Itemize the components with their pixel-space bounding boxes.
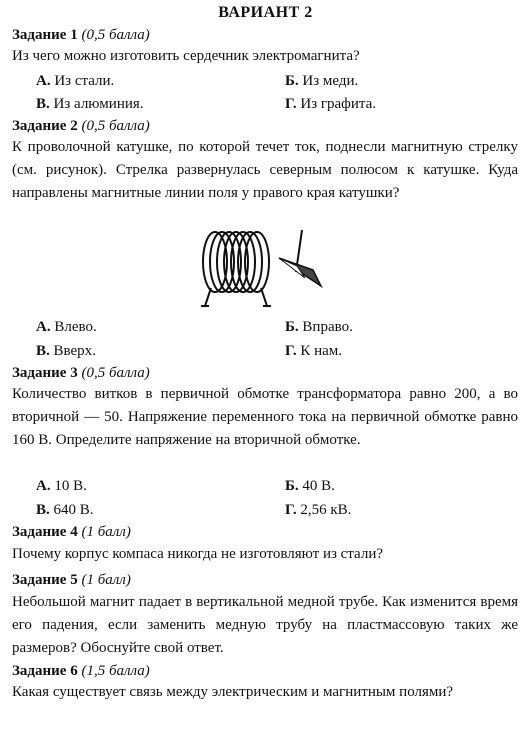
task-2-option-b: Б. Вправо. bbox=[285, 319, 353, 335]
task-1-option-b: Б. Из меди. bbox=[285, 73, 359, 89]
task-3-heading: Задание 3 (0,5 балла) bbox=[12, 365, 150, 381]
task-5-heading: Задание 5 (1 балл) bbox=[12, 572, 131, 588]
task-3-question: Количество витков в первичной обмотке трансформатора равно 200, а во вторичной — 50. Напряжение переменного тока на первичной обмотке равно 160 В. Определите напряжение на вторичной обмотке. bbox=[12, 386, 518, 448]
task-3-option-d: Г. 2,56 кВ. bbox=[285, 502, 352, 518]
task-1-option-c: В. Из алюминия. bbox=[36, 96, 144, 112]
task-2-heading: Задание 2 (0,5 балла) bbox=[12, 118, 150, 134]
task-label: Задание 1 bbox=[12, 27, 78, 43]
task-1-option-d: Г. Из графита. bbox=[285, 96, 377, 112]
task-2-option-d: Г. К нам. bbox=[285, 343, 343, 359]
task-3-option-a: А. 10 В. bbox=[36, 478, 87, 494]
task-3-option-c: В. 640 В. bbox=[36, 502, 94, 518]
task-5-question: Небольшой магнит падает в вертикальной медной трубе. Как изменится время его падения, если заменить медную трубу на пластмассовую таких же размеров? Обоснуйте свой ответ. bbox=[12, 594, 518, 656]
task-2-question: К проволочной катушке, по которой течет ток, поднесли магнитную стрелку (см. рисунок). Стрелка развернулась северным полюсом к катушке. Куда направлены магнитные линии поля у правого края катушки? bbox=[12, 139, 518, 201]
task-6-heading: Задание 6 (1,5 балла) bbox=[12, 663, 150, 679]
task-6-question: Какая существует связь между электрическим и магнитным полями? bbox=[12, 684, 454, 700]
page-title: ВАРИАНТ 2 bbox=[218, 4, 313, 21]
task-4-heading: Задание 4 (1 балл) bbox=[12, 524, 131, 540]
coil-and-compass-figure bbox=[195, 222, 335, 314]
task-1-heading bbox=[12, 27, 150, 44]
task-1-option-a: А. Из стали. bbox=[36, 73, 115, 89]
task-4-question: Почему корпус компаса никогда не изготовляют из стали? bbox=[12, 546, 384, 562]
task-3-option-b: Б. 40 В. bbox=[285, 478, 335, 494]
task-1-question: Из чего можно изготовить сердечник электромагнита? bbox=[12, 48, 360, 64]
task-points: (0,5 балла) bbox=[81, 27, 150, 43]
task-2-option-c: В. Вверх. bbox=[36, 343, 96, 359]
task-2-option-a: А. Влево. bbox=[36, 319, 97, 335]
